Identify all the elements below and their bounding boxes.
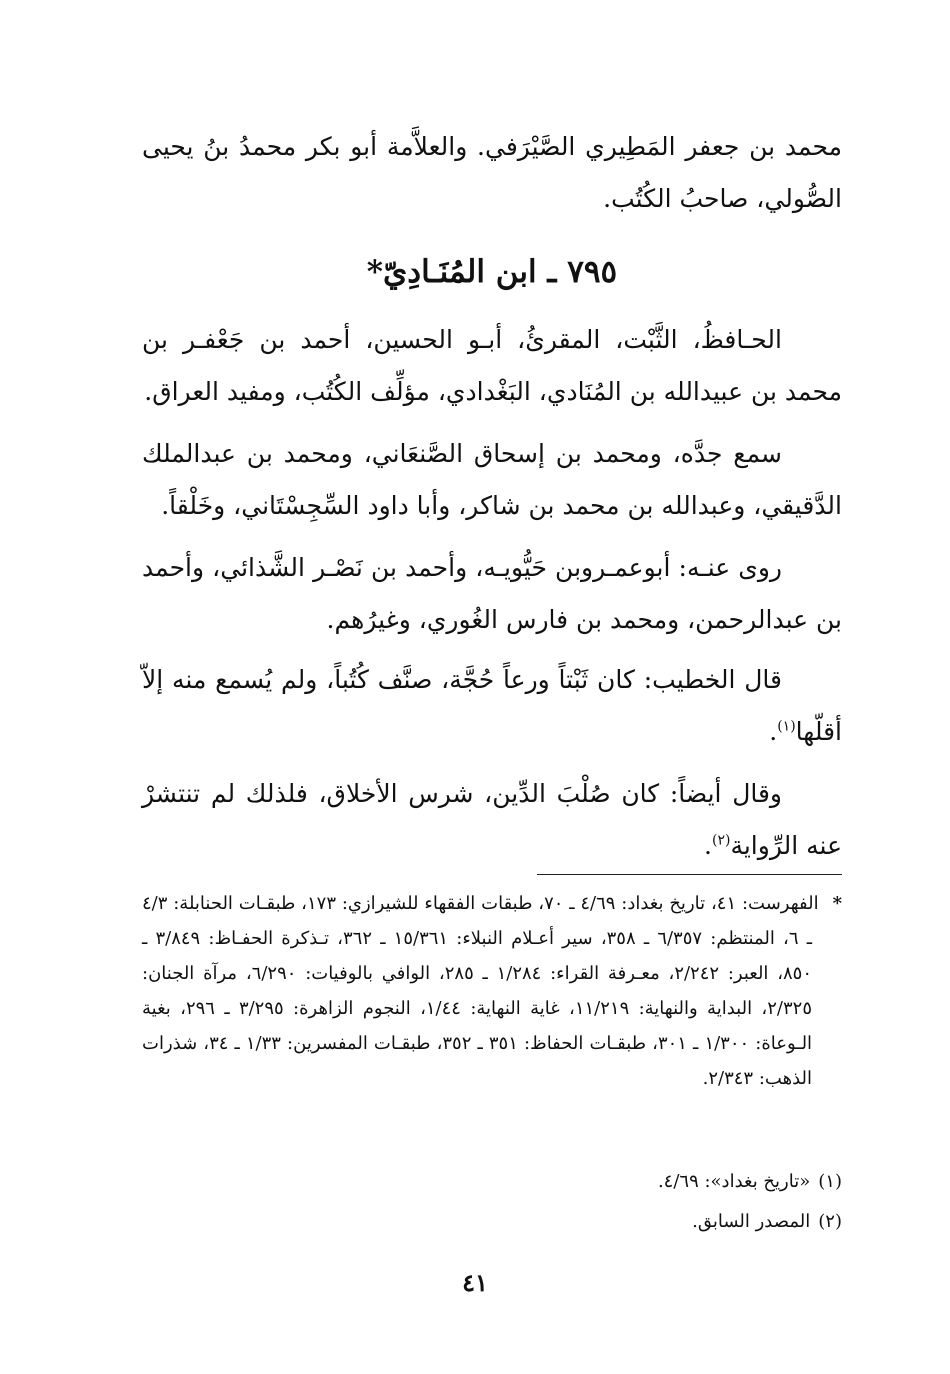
footnote-1	[142, 1164, 842, 1199]
paragraph-text	[142, 768, 842, 872]
paragraph-text: روى عنـه: أبوعمـروبن حَيُّويـه، وأحمد بن نَصْـر الشَّذائي، وأحمد بن عبدالرحمن، ومحمد بن فارس الغُوري، وغيرُهم.	[142, 553, 842, 634]
biography-paragraph-2	[142, 428, 842, 532]
biography-paragraph-5	[142, 768, 842, 872]
paragraph-text: الحـافظُ، الثَّبْت، المقرئُ، أبـو الحسين، أحمد بن جَعْفـر بن محمد بن عبيدالله بن المُنَادي، البَغْدادي، مؤلِّف الكُتُب، ومفيد العراق.	[142, 325, 842, 406]
footnote-1-number: (١)	[818, 1171, 842, 1192]
footnote-ref-1[interactable]: (١)	[777, 718, 796, 735]
paragraph-text	[142, 654, 842, 758]
continuation-paragraph	[142, 121, 842, 225]
footnote-sources	[142, 886, 842, 1096]
paragraph-body: وقال أيضاً: كان صُلْبَ الدِّين، شرس الأخلاق، فلذلك لم تنتشرْ عنه الرِّواية	[142, 779, 842, 860]
footnote-2	[142, 1204, 842, 1239]
paragraph-end: .	[769, 717, 778, 746]
page-number: ٤١	[462, 1268, 488, 1297]
paragraph-text: محمد بن جعفر المَطِيري الصَّيْرَفي. والعلاَّمة أبو بكر محمدُ بنُ يحيى الصُّولي، صاحبُ الكُتُب.	[142, 132, 842, 213]
biography-paragraph-3	[142, 542, 842, 646]
paragraph-body: قال الخطيب: كان ثَبْتاً ورعاً حُجَّة، صنَّف كُتُباً، ولم يُسمع منه إلاّ أقلّها	[142, 665, 842, 746]
biography-paragraph-4	[142, 654, 842, 758]
paragraph-end: .	[704, 831, 712, 860]
footnote-sources-body	[142, 886, 842, 1096]
footnote-star-marker: *	[832, 893, 843, 914]
paragraph-text: سمع جدَّه، ومحمد بن إسحاق الصَّنعَاني، ومحمد بن عبدالملك الدَّقيقي، وعبدالله بن محمد بن شاكر، وأبا داود السِّجِسْتَاني، وخَلْقاً.	[142, 439, 842, 520]
footnote-1-text: «تاريخ بغداد»: ٤/٦٩.	[657, 1171, 811, 1192]
entry-heading: ٧٩٥ ـ ابن المُنَـادِيّ*	[366, 254, 618, 290]
biography-paragraph-1	[142, 314, 842, 418]
footnote-sources-text: الفهرست: ٤١، تاريخ بغداد: ٤/٦٩ ـ ٧٠، طبقات الفقهاء للشيرازي: ١٧٣، طبقـات الحنابلة: ٤/٣ ـ ٦، المنتظم: ٦/٣٥٧ ـ ٣٥٨، سير أعـلام النبلاء: ١٥/٣٦١ ـ ٣٦٢، تـذكرة الحفـاظ: ٣/٨٤٩ ـ ٨٥٠، العبر: ٢/٢٤٢، معـرفة القراء: ١/٢٨٤ ـ ٢٨٥، الوافي بالوفيات: ٦/٢٩٠، مرآة الجنان: ٢/٣٢٥، البداية والنهاية: ١١/٢١٩، غاية النهاية: ١/٤٤، النجوم الزاهرة: ٣/٢٩٥ ـ ٢٩٦، بغية الـوعاة: ١/٣٠٠ ـ ٣٠١، طبقـات الحفاظ: ٣٥١ ـ ٣٥٢، طبقـات المفسرين: ١/٣٣ ـ ٣٤، شذرات الذهب: ٢/٣٤٣.	[142, 893, 819, 1089]
footnote-2-text: المصدر السابق.	[692, 1211, 811, 1232]
footnote-ref-2[interactable]: (٢)	[711, 832, 731, 849]
footnote-2-number: (٢)	[818, 1211, 842, 1232]
footnote-divider	[537, 874, 842, 875]
